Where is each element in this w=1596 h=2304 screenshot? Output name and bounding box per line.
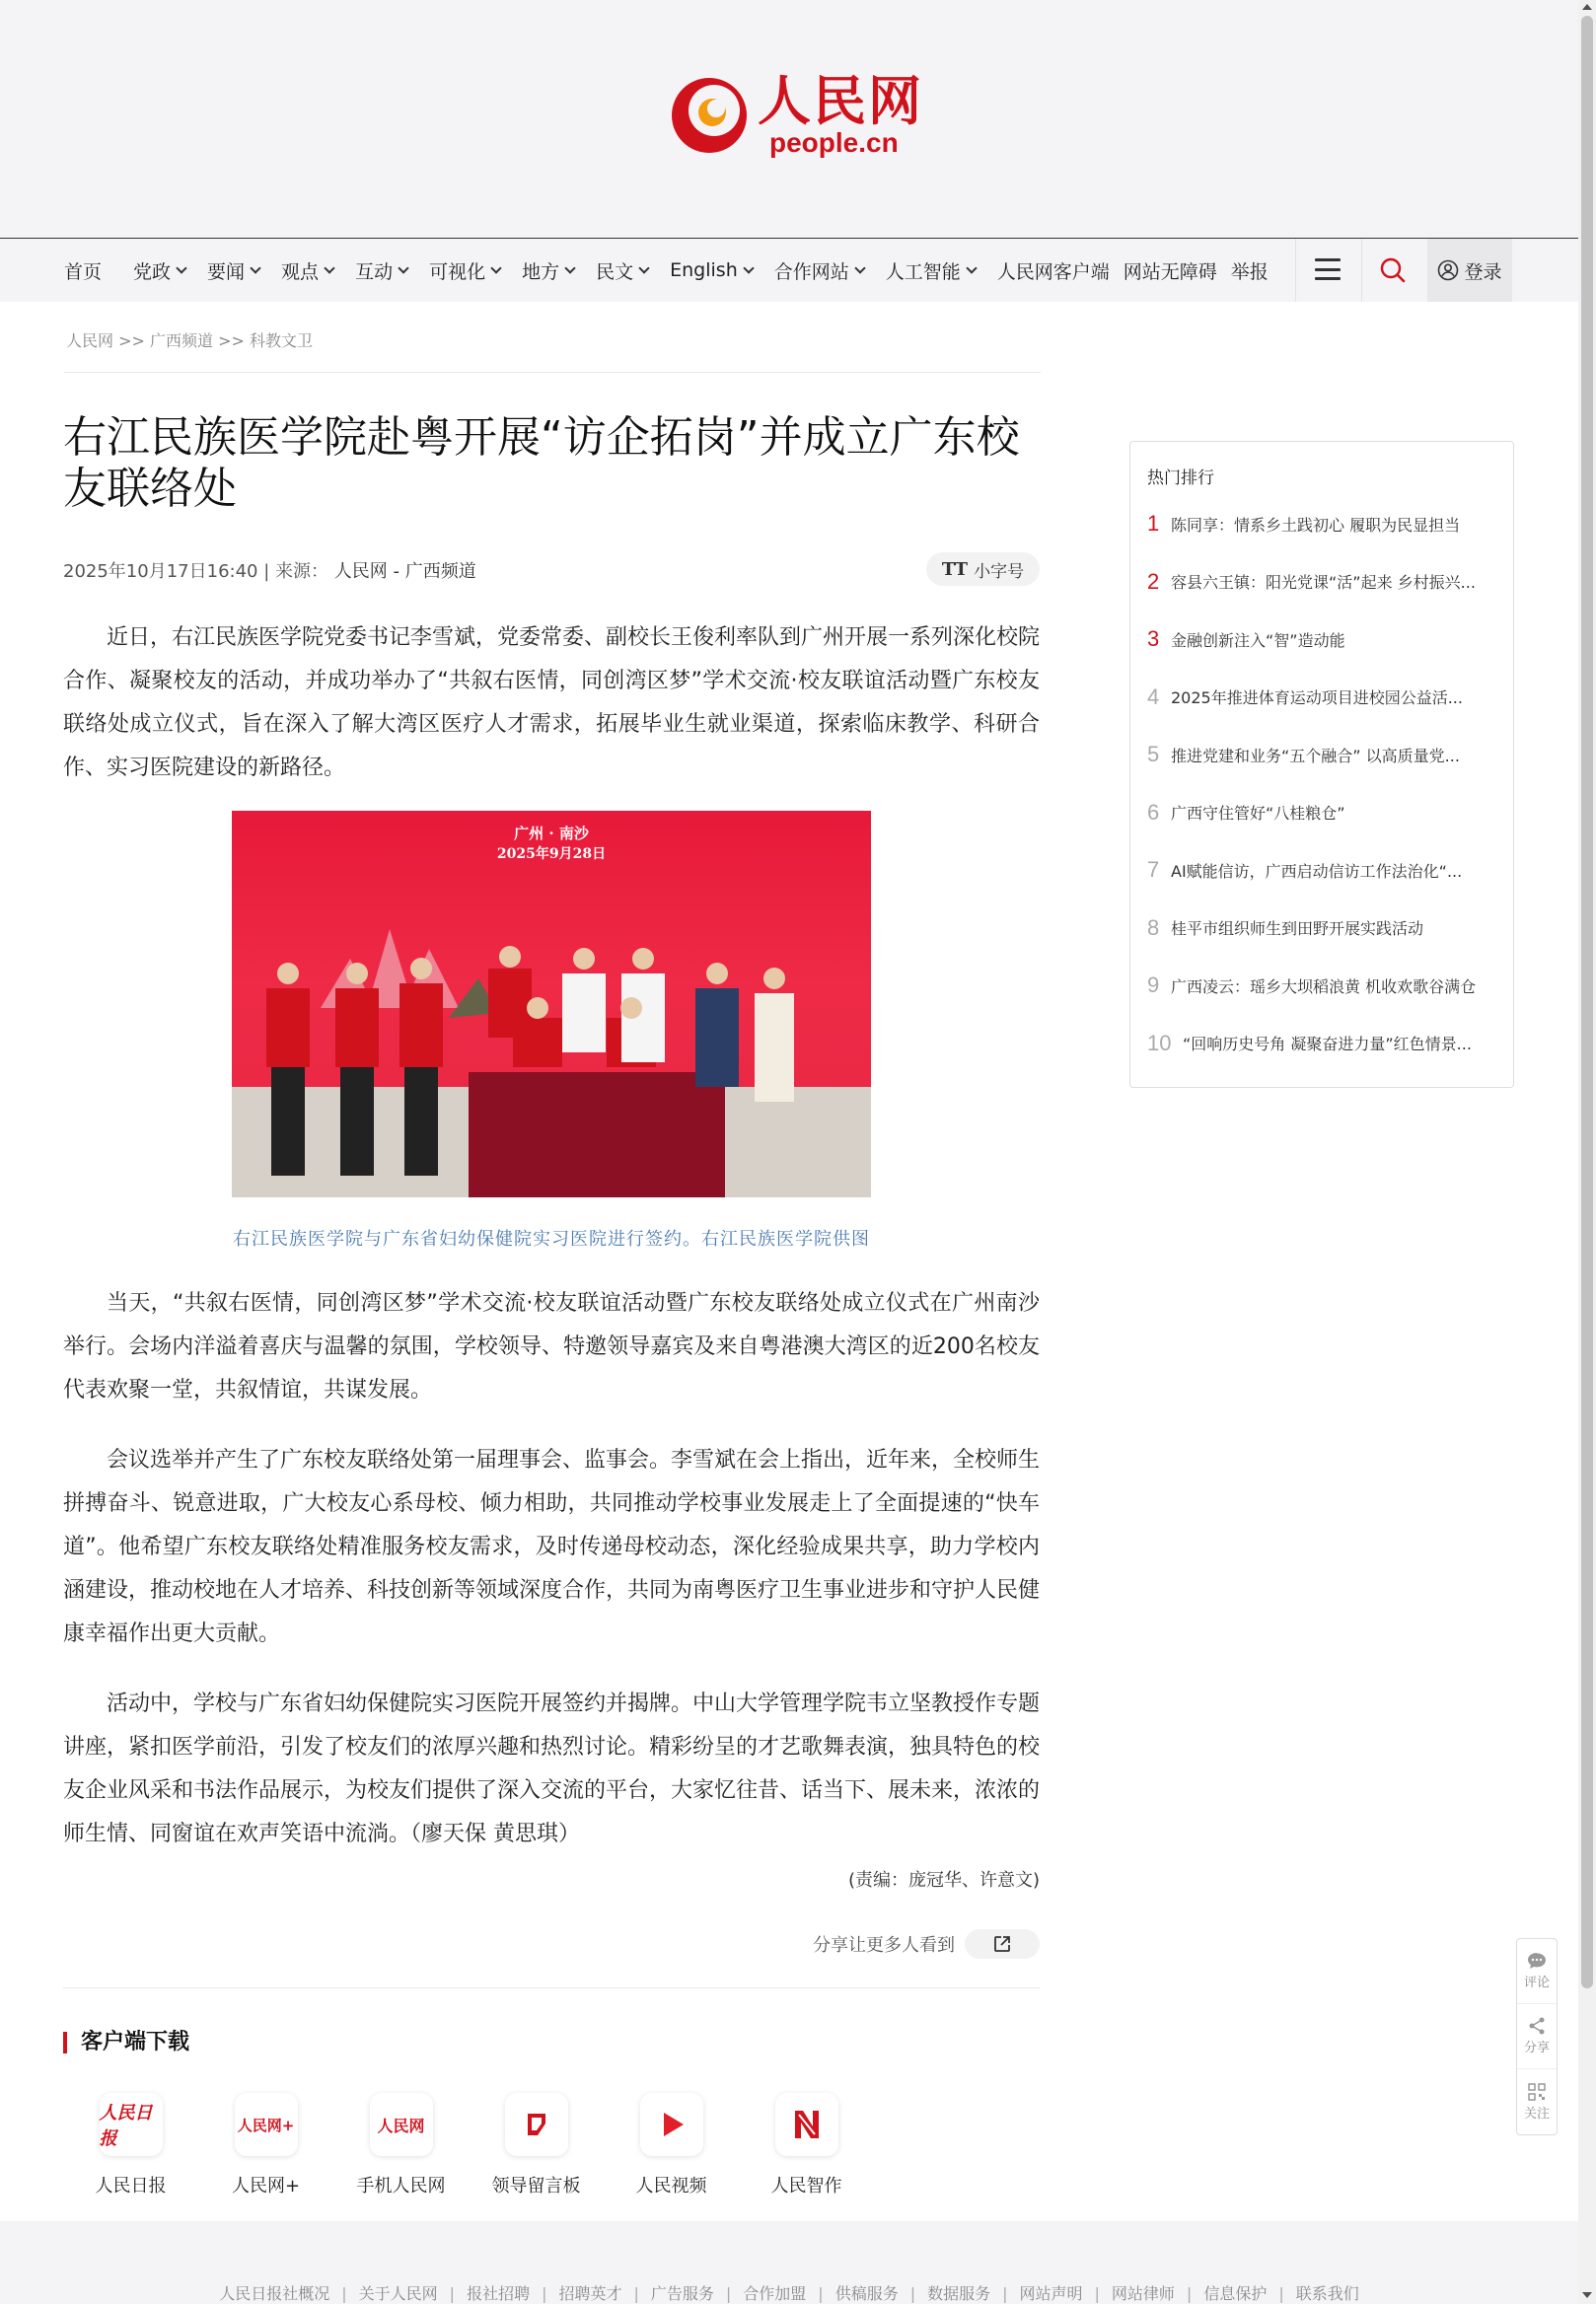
hot-rank-number: 6 <box>1147 799 1160 825</box>
editor-credit: (责编：庞冠华、许意文) <box>847 1870 1040 1891</box>
share-button[interactable] <box>965 1929 1040 1959</box>
hot-ranking-item[interactable] <box>1147 684 1502 710</box>
breadcrumb-home[interactable]: 人民网 <box>66 331 114 350</box>
chevron-down-icon <box>176 262 186 273</box>
chevron-down-icon <box>743 262 754 273</box>
app-download-item[interactable] <box>333 2093 469 2197</box>
breadcrumb-separator: >> <box>218 331 245 350</box>
app-download-item[interactable] <box>604 2093 739 2197</box>
hot-item-title: 广西守住管好“八桂粮仓” <box>1171 804 1345 823</box>
hot-rank-number: 9 <box>1147 972 1160 997</box>
hot-rank-number: 1 <box>1147 511 1160 536</box>
search-icon[interactable] <box>1379 256 1407 284</box>
people-video-app-icon <box>640 2093 703 2156</box>
external-share-icon <box>992 1934 1012 1954</box>
signing-ceremony-photo <box>232 811 871 1197</box>
hot-ranking-item[interactable] <box>1147 511 1502 537</box>
nav-item-label: 民文 <box>596 260 634 283</box>
nav-item[interactable] <box>670 259 753 281</box>
nav-item-label: 首页 <box>64 260 103 283</box>
logo-cn-text: 人民网 <box>758 69 923 132</box>
article-photo <box>232 811 871 1197</box>
photo-banner-location: 广州 · 南沙 <box>514 825 589 842</box>
share-label: 分享 <box>1523 2041 1550 2055</box>
app-name: 人民日报 <box>95 2176 167 2196</box>
footer-link[interactable]: 信息保护 <box>1203 2284 1268 2303</box>
qrcode-icon <box>1528 2083 1546 2101</box>
chevron-down-icon <box>324 262 334 273</box>
footer-separator: | <box>909 2284 916 2303</box>
scroll-down-arrow-icon[interactable] <box>1582 2292 1592 2298</box>
footer-link[interactable]: 网站声明 <box>1019 2284 1083 2303</box>
nav-item[interactable] <box>886 257 976 284</box>
hot-rank-number: 8 <box>1147 914 1160 940</box>
breadcrumb-channel[interactable]: 广西频道 <box>150 331 214 350</box>
logo-en-text: people.cn <box>769 127 899 158</box>
share-row <box>63 1929 1040 1959</box>
breadcrumb <box>66 328 313 351</box>
source-label: | 来源： <box>263 561 329 582</box>
nav-item-label: 互动 <box>355 260 394 283</box>
login-button[interactable] <box>1427 239 1512 302</box>
footer-separator: | <box>633 2284 639 2303</box>
hot-ranking-item[interactable] <box>1147 915 1502 941</box>
app-name: 人民网+ <box>231 2176 301 2196</box>
nav-item[interactable] <box>429 257 500 284</box>
breadcrumb-divider <box>64 372 1041 373</box>
footer-separator: | <box>818 2284 824 2303</box>
hot-item-title: 陈同享：情系乡土践初心 履职为民显担当 <box>1171 515 1461 535</box>
nav-item[interactable] <box>281 257 333 284</box>
footer-separator: | <box>449 2284 456 2303</box>
site-logo[interactable] <box>669 69 923 158</box>
nav-item-label: 网站无障碍 <box>1123 260 1217 283</box>
hot-ranking-item[interactable] <box>1147 972 1502 998</box>
nav-item-label: 观点 <box>281 260 320 283</box>
nav-item-label: 地方 <box>522 260 560 283</box>
mobile-people-app-icon <box>370 2093 433 2156</box>
login-label: 登录 <box>1464 260 1502 283</box>
app-name: 领导留言板 <box>491 2176 581 2196</box>
footer-link[interactable]: 供稿服务 <box>834 2284 899 2303</box>
hot-ranking-item[interactable] <box>1147 626 1502 652</box>
chevron-down-icon <box>966 262 977 273</box>
share-icon <box>1528 2017 1546 2035</box>
scrollbar-thumb[interactable] <box>1581 16 1593 1988</box>
hot-ranking-item[interactable] <box>1147 569 1502 595</box>
chevron-down-icon <box>250 262 260 273</box>
article-divider <box>63 1987 1040 1988</box>
footer-link[interactable]: 广告服务 <box>650 2284 714 2303</box>
nav-item-label: 人工智能 <box>885 260 961 283</box>
footer-separator: | <box>542 2284 547 2303</box>
footer-link[interactable]: 招聘英才 <box>558 2284 622 2303</box>
nav-item[interactable] <box>64 257 102 284</box>
footer-link[interactable]: 合作加盟 <box>743 2284 807 2303</box>
footer-link[interactable]: 网站律师 <box>1111 2284 1175 2303</box>
hot-rank-number: 3 <box>1147 626 1160 651</box>
photo-banner-date: 2025年9月28日 <box>496 846 607 862</box>
article-paragraph: 会议选举并产生了广东校友联络处第一届理事会、监事会。李雪斌在会上指出，近年来，全校师生拼搏奋斗、锐意进取，广大校友心系母校、倾力相助，共同推动学校事业发展走上了全面提速的“快车道”。他希望广东校友联络处精准服务校友需求，及时传递母校动态，深化经验成果共享，助力学校内涵建设，推动校地在人才培养、科技创新等领域深度合作，共同为南粤医疗卫生事业进步和守护人民健康幸福作出更大贡献。 <box>63 1448 1041 1646</box>
nav-item[interactable] <box>1231 257 1269 284</box>
app-download-item[interactable] <box>469 2093 604 2197</box>
hot-rank-number: 2 <box>1147 568 1160 594</box>
hot-ranking-item[interactable] <box>1147 800 1502 826</box>
footer-separator: | <box>1186 2284 1193 2303</box>
hot-ranking-item[interactable] <box>1147 1031 1502 1056</box>
footer-link[interactable]: 数据服务 <box>927 2284 991 2303</box>
nav-item[interactable] <box>207 257 259 284</box>
breadcrumb-section[interactable]: 科教文卫 <box>250 331 314 350</box>
nav-item-label: 举报 <box>1230 260 1269 283</box>
hot-ranking-title: 热门排行 <box>1147 468 1214 488</box>
app-name: 手机人民网 <box>356 2176 446 2196</box>
hot-item-title: AI赋能信访，广西启动信访工作法治化“... <box>1171 861 1463 881</box>
nav-item-label: 人民网客户端 <box>996 260 1110 283</box>
app-download-list <box>63 2093 874 2197</box>
breadcrumb-separator: >> <box>118 331 145 350</box>
footer-separator: | <box>1278 2284 1284 2303</box>
floating-action-bar <box>1516 1938 1558 2135</box>
font-size-toggle-button[interactable] <box>926 552 1040 586</box>
nav-item[interactable] <box>133 257 185 284</box>
people-plus-app-icon <box>235 2093 298 2156</box>
nav-item[interactable] <box>596 257 648 284</box>
app-download-item[interactable] <box>198 2093 333 2197</box>
hot-item-title: 广西凌云：瑶乡大坝稻浪黄 机收欢歌谷满仓 <box>1171 976 1477 996</box>
chevron-down-icon <box>490 262 501 273</box>
nav-item[interactable] <box>355 257 407 284</box>
hot-item-title: 2025年推进体育运动项目进校园公益活... <box>1171 688 1463 707</box>
people-ai-create-app-icon <box>775 2093 838 2156</box>
app-download-title: 客户端下载 <box>63 2032 189 2053</box>
article-meta <box>63 557 476 583</box>
share-prompt: 分享让更多人看到 <box>813 1935 955 1956</box>
app-download-item[interactable] <box>63 2093 198 2197</box>
user-icon <box>1437 259 1459 281</box>
hot-item-title: 桂平市组织师生到田野开展实践活动 <box>1171 919 1424 938</box>
hot-item-title: 推进党建和业务“五个融合” 以高质量党... <box>1171 746 1460 765</box>
menu-icon[interactable] <box>1315 258 1341 280</box>
hot-ranking-item[interactable] <box>1147 857 1502 883</box>
footer-link[interactable]: 关于人民网 <box>358 2284 438 2303</box>
article-paragraph: 活动中，学校与广东省妇幼保健院实习医院开展签约并揭牌。中山大学管理学院韦立坚教授作专题讲座，紧扣医学前沿，引发了校友们的浓厚兴趣和热烈讨论。精彩纷呈的才艺歌舞表演，独具特色的校友企业风采和书法作品展示，为校友们提供了深入交流的平台，大家忆往昔、话当下、展未来，浓浓的师生情、同窗谊在欢声笑语中流淌。（廖天保 黄思琪） <box>63 1692 1041 1846</box>
nav-item[interactable] <box>774 257 864 284</box>
hot-ranking-item[interactable] <box>1147 742 1502 767</box>
app-icon-text: 人民日报 <box>99 2103 153 2149</box>
people-daily-app-icon <box>100 2093 163 2156</box>
nav-item[interactable] <box>522 257 574 284</box>
nav-item-label: 可视化 <box>429 260 486 283</box>
article-title: 右江民族医学院赴粤开展“访企拓岗”并成立广东校友联络处 <box>63 412 1020 514</box>
article-paragraph: 近日，右江民族医学院党委书记李雪斌，党委常委、副校长王俊利率队到广州开展一系列深化校院合作、凝聚校友的活动，并成功举办了“共叙右医情，同创湾区梦”学术交流·校友联谊活动暨广东校友联络处成立仪式，旨在深入了解大湾区医疗人才需求，拓展毕业生就业渠道，探索临床教学、科研合作、实习医院建设的新路径。 <box>63 625 1041 780</box>
hot-rank-number: 5 <box>1147 742 1160 766</box>
footer-link[interactable]: 联系我们 <box>1295 2284 1359 2303</box>
font-size-toggle-label: 小字号 <box>974 561 1025 582</box>
font-size-icon: TT <box>941 558 969 580</box>
hot-ranking-panel <box>1129 441 1514 1088</box>
nav-divider <box>1361 239 1362 302</box>
chevron-down-icon <box>398 262 408 273</box>
footer-link[interactable]: 人民日报社概况 <box>219 2284 330 2303</box>
hot-rank-number: 7 <box>1147 857 1160 882</box>
hot-item-title: “回响历史号角 凝聚奋进力量”红色情景... <box>1183 1035 1472 1053</box>
nav-item-label: 党政 <box>133 260 172 283</box>
chevron-down-icon <box>854 262 865 273</box>
footer-separator: | <box>1094 2284 1100 2303</box>
people-logo-icon <box>669 75 750 156</box>
comment-icon <box>1527 1952 1547 1970</box>
chevron-down-icon <box>564 262 575 273</box>
photo-caption: 右江民族医学院与广东省妇幼保健院实习医院进行签约。右江民族医学院供图 <box>233 1229 870 1250</box>
follow-button[interactable] <box>1517 2069 1557 2134</box>
article-date: 2025年10月17日16:40 <box>63 561 258 582</box>
app-download-item[interactable] <box>739 2093 874 2197</box>
hot-item-title: 容县六王镇：阳光党课“活”起来 乡村振兴... <box>1171 573 1476 592</box>
comment-label: 评论 <box>1523 1976 1550 1990</box>
comment-button[interactable] <box>1517 1939 1557 2004</box>
footer-separator: | <box>1002 2284 1008 2303</box>
nav-item-label: English <box>670 259 738 281</box>
site-header <box>0 0 1596 239</box>
article-source-link[interactable]: 人民网 - 广西频道 <box>333 561 476 582</box>
hot-item-title: 金融创新注入“智”造动能 <box>1171 630 1345 650</box>
footer-separator: | <box>725 2284 732 2303</box>
hot-rank-number: 4 <box>1147 684 1160 709</box>
chevron-down-icon <box>638 262 649 273</box>
app-name: 人民视频 <box>635 2176 707 2196</box>
scroll-up-arrow-icon[interactable] <box>1582 4 1592 10</box>
nav-item[interactable] <box>997 257 1110 284</box>
hot-rank-number: 10 <box>1147 1030 1172 1055</box>
footer-link[interactable]: 报社招聘 <box>467 2284 531 2303</box>
footer-links <box>0 2281 1578 2304</box>
footer-separator: | <box>341 2284 347 2303</box>
app-icon-text: 人民网 <box>377 2116 425 2135</box>
follow-label: 关注 <box>1523 2106 1550 2122</box>
nav-divider <box>1295 239 1296 302</box>
nav-item-label: 合作网站 <box>773 260 849 283</box>
app-name: 人民智作 <box>770 2176 842 2196</box>
nav-item-label: 要闻 <box>207 260 246 283</box>
leader-message-board-app-icon <box>505 2093 568 2156</box>
nav-item[interactable] <box>1124 257 1217 284</box>
main-nav <box>0 239 1596 302</box>
share-side-button[interactable] <box>1517 2004 1557 2069</box>
app-icon-text: 人民网+ <box>237 2116 295 2134</box>
article-paragraph: 当天，“共叙右医情，同创湾区梦”学术交流·校友联谊活动暨广东校友联络处成立仪式在广州南沙举行。会场内洋溢着喜庆与温馨的氛围，学校领导、特邀领导嘉宾及来自粤港澳大湾区的近200名校友代表欢聚一堂，共叙情谊，共谋发展。 <box>63 1291 1040 1403</box>
